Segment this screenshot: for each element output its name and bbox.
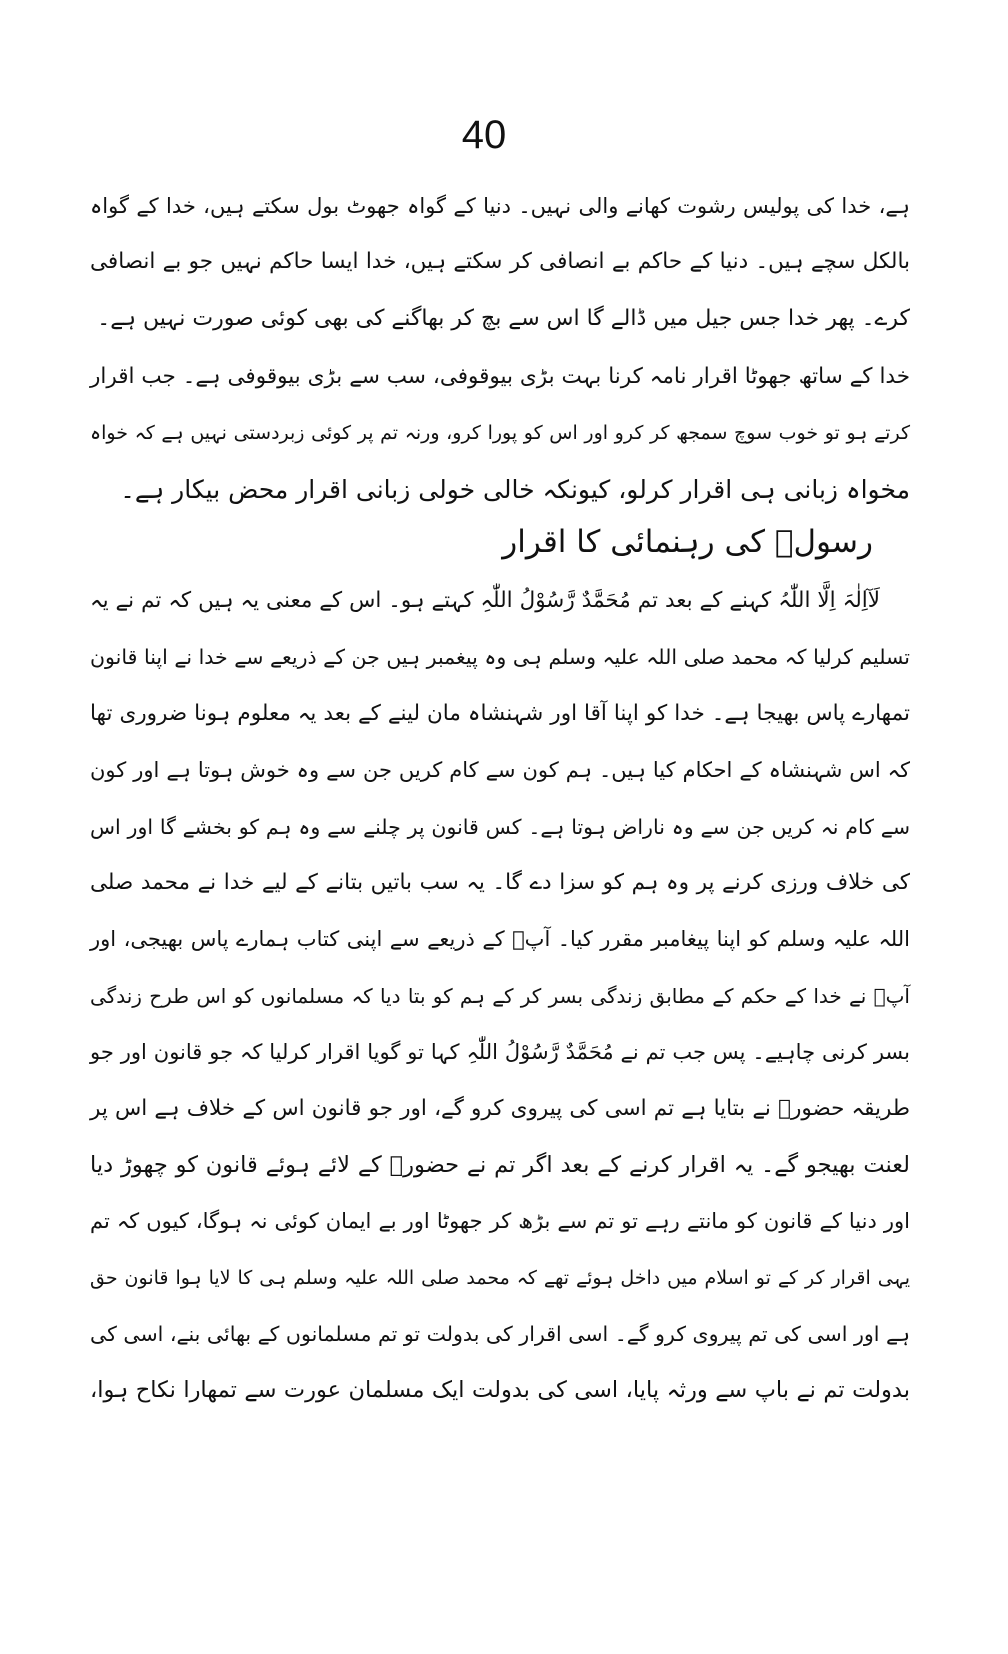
paragraph-2 (90, 349, 910, 518)
text-line: بدولت تم نے باپ سے ورثہ پایا، اسی کی بدولت ایک مسلمان عورت سے تمھارا نکاح ہوا، (90, 1377, 910, 1404)
text-line: ہے اور اسی کی تم پیروی کرو گے۔ اسی اقرار کی بدولت تو تم مسلمانوں کے بھائی بنے، اسی کی (90, 1322, 910, 1347)
text-line: ہے، خدا کی پولیس رشوت کھانے والی نہیں۔ دنیا کے گواہ جھوٹ بول سکتے ہیں، خدا کے گواہ (90, 194, 910, 218)
text-line: سے کام نہ کریں جن سے وہ ناراض ہوتا ہے۔ کس قانون پر چلنے سے وہ ہم کو بخشے گا اور اس (90, 814, 910, 839)
text-line: کہ اس شہنشاہ کے احکام کیا ہیں۔ ہم کون سے کام کریں جن سے وہ خوش ہوتا ہے اور کون (90, 758, 910, 783)
text-line: اللہ علیہ وسلم کو اپنا پیغامبر مقرر کیا۔ آپؐ کے ذریعے سے اپنی کتاب ہمارے پاس بھیجی، اور (90, 927, 910, 952)
section-heading: رسولؐ کی رہنمائی کا اقرار (502, 524, 873, 560)
text-line: اور دنیا کے قانون کو مانتے رہے تو تم سے بڑھ کر جھوٹا اور بے ایمان کوئی نہ ہوگا، کیوں کہ تم (90, 1209, 910, 1234)
text-line: تسلیم کرلیا کہ محمد صلی اللہ علیہ وسلم ہی وہ پیغمبر ہیں جن کے ذریعے سے خدا نے اپنا قانون (90, 645, 910, 670)
paragraph-1 (90, 178, 910, 347)
text-line: خدا کے ساتھ جھوٹا اقرار نامہ کرنا بہت بڑی بیوقوفی، سب سے بڑی بیوقوفی ہے۔ جب اقرار (90, 364, 910, 389)
text-line: کرے۔ پھر خدا جس جیل میں ڈالے گا اس سے بچ کر بھاگنے کی بھی کوئی صورت نہیں ہے۔ (97, 305, 910, 331)
page-number: 40 (461, 113, 507, 157)
text-line: لعنت بھیجو گے۔ یہ اقرار کرنے کے بعد اگر تم نے حضورؐ کے لائے ہوئے قانون کو چھوڑ دیا (90, 1151, 910, 1178)
text-line: بالکل سچے ہیں۔ دنیا کے حاکم بے انصافی کر سکتے ہیں، خدا ایسا حاکم نہیں جو بے انصافی (90, 249, 910, 275)
text-line: کی خلاف ورزی کرنے پر وہ ہم کو سزا دے گا۔ یہ سب باتیں بتانے کے لیے خدا نے محمد صلی (90, 869, 910, 895)
text-line: بسر کرنی چاہیے۔ پس جب تم نے مُحَمَّدٌ رَّسُوْلُ اللّٰہِ کہا تو گویا اقرار کرلیا کہ جو قانون اور جو (90, 1040, 910, 1065)
text-line: مخواہ زبانی ہی اقرار کرلو، کیونکہ خالی خولی زبانی اقرار محض بیکار ہے۔ (120, 474, 910, 504)
section-paragraph (90, 573, 910, 1419)
text-line: یہی اقرار کر کے تو اسلام میں داخل ہوئے تھے کہ محمد صلی اللہ علیہ وسلم ہی کا لایا ہوا قانون حق (90, 1266, 910, 1289)
text-line: آپؐ نے خدا کے حکم کے مطابق زندگی بسر کر کے ہم کو بتا دیا کہ مسلمانوں کو اس طرح زندگی (90, 983, 910, 1008)
text-line: لَآاِلٰہَ اِلَّا اللّٰہُ کہنے کے بعد تم مُحَمَّدٌ رَّسُوْلُ اللّٰہِ کہتے ہو۔ اس کے معنی یہ ہیں کہ تم نے یہ (90, 588, 880, 613)
text-line: تمھارے پاس بھیجا ہے۔ خدا کو اپنا آقا اور شہنشاہ مان لینے کے بعد یہ معلوم ہونا ضروری تھا (90, 700, 910, 726)
text-line: طریقہ حضورؐ نے بتایا ہے تم اسی کی پیروی کرو گے، اور جو قانون اس کے خلاف ہے اس پر (90, 1095, 910, 1121)
text-line: کرتے ہو تو خوب سوچ سمجھ کر کرو اور اس کو پورا کرو، ورنہ تم پر کوئی زبردستی نہیں ہے کہ خواہ (90, 422, 910, 445)
